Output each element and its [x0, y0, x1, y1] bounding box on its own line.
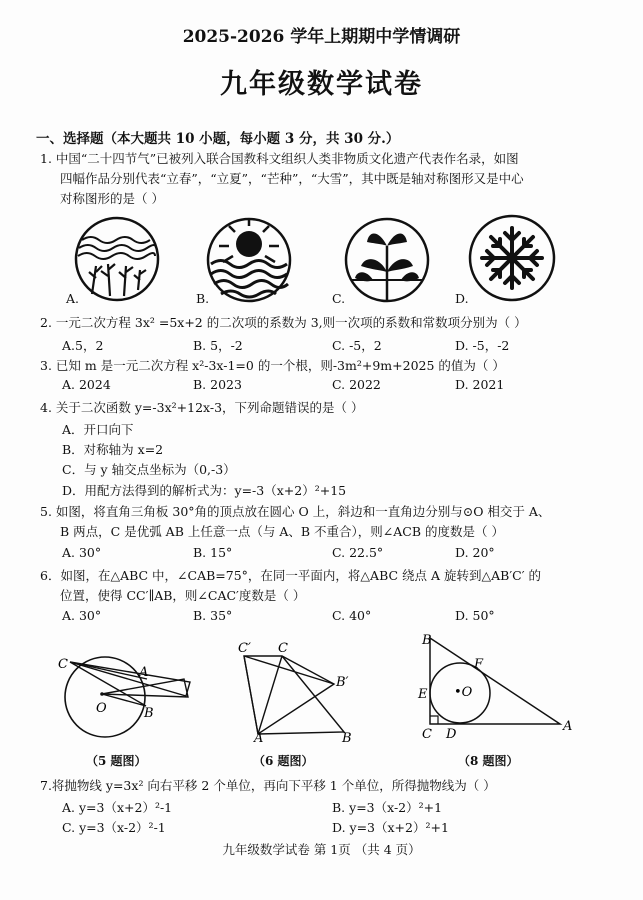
- q5-option-b[interactable]: B. 15°: [193, 545, 233, 560]
- spring-icon: [74, 216, 160, 302]
- fig8-caption: （8 题图）: [458, 754, 519, 768]
- q2-option-b[interactable]: B. 5，-2: [193, 338, 243, 353]
- exam-subtitle: 2025-2026 学年上期期中学情调研: [182, 27, 461, 47]
- q7-option-b[interactable]: B. y=3（x-2）²+1: [332, 800, 443, 815]
- fig5-caption: （5 题图）: [86, 754, 147, 768]
- fig6-label-b: B: [342, 731, 352, 742]
- fig5-label-b: B: [144, 706, 154, 721]
- fig6-label-b-prime: B′: [336, 675, 349, 690]
- figure-5: [50, 642, 200, 742]
- fig8-label-c: C: [422, 727, 432, 742]
- q5-option-d[interactable]: D. 20°: [455, 545, 495, 560]
- q3-option-b[interactable]: B. 2023: [193, 377, 242, 392]
- section-heading: 一、选择题（本大题共 10 小题，每小题 3 分，共 30 分.）: [36, 131, 400, 147]
- fig6-label-c: C: [278, 642, 288, 656]
- q7-option-d[interactable]: D. y=3（x+2）²+1: [332, 820, 449, 835]
- q6-option-d[interactable]: D. 50°: [455, 608, 495, 623]
- q4-stem: 4. 关于二次函数 y=-3x²+12x-3，下列命题错误的是（ ）: [40, 400, 364, 415]
- q7-stem: 7.将抛物线 y=3x² 向右平移 2 个单位，再向下平移 1 个单位，所得抛物线为（ ）: [40, 778, 496, 793]
- q4-option-a[interactable]: A．开口向下: [62, 422, 134, 437]
- q3-option-d[interactable]: D. 2021: [455, 377, 505, 392]
- q4-option-d[interactable]: D．用配方法得到的解析式为：y=-3（x+2）²+15: [62, 483, 347, 498]
- q1-line1: 1. 中国“二十四节气”已被列入联合国教科文组织人类非物质文化遗产代表作名录，如图: [40, 151, 519, 166]
- fig8-label-a: A: [563, 719, 573, 734]
- q2-stem: 2. 一元二次方程 3x² =5x+2 的二次项的系数为 3,则一次项的系数和常数项分别为（ ）: [40, 315, 527, 330]
- q7-option-c[interactable]: C. y=3（x-2）²-1: [62, 820, 166, 835]
- q2-option-a[interactable]: A.5，2: [62, 338, 104, 353]
- q1-option-d[interactable]: D.: [455, 291, 469, 306]
- page-footer: 九年级数学试卷 第 1页 （共 4 页）: [222, 842, 421, 857]
- summer-icon: [205, 216, 293, 304]
- fig8-label-b: B: [422, 633, 432, 648]
- q1-option-b[interactable]: B.: [196, 291, 210, 306]
- q6-option-b[interactable]: B. 35°: [193, 608, 233, 623]
- fig5-label-c: C: [58, 657, 68, 672]
- fig5-label-a: A: [139, 665, 149, 680]
- q6-option-c[interactable]: C. 40°: [332, 608, 372, 623]
- fig8-label-d: D: [446, 727, 457, 742]
- q1-line3: 对称图形的是（ ）: [60, 191, 164, 206]
- q1-option-a[interactable]: A.: [66, 291, 80, 306]
- q1-option-c[interactable]: C.: [332, 291, 346, 306]
- q5-option-c[interactable]: C. 22.5°: [332, 545, 384, 560]
- q4-option-b[interactable]: B．对称轴为 x=2: [62, 442, 164, 457]
- q2-option-c[interactable]: C. -5，2: [332, 338, 382, 353]
- fig6-caption: （6 题图）: [253, 754, 314, 768]
- snow-icon: [467, 213, 557, 303]
- fig5-label-o: O: [96, 701, 107, 716]
- figure-8: [410, 630, 580, 745]
- q5-line1: 5. 如图，将直角三角板 30°角的顶点放在圆心 O 上，斜边和一直角边分别与⊙O 相交于 A、: [40, 504, 551, 519]
- fig6-label-a: A: [254, 731, 264, 742]
- fig6-label-c-prime: C′: [238, 642, 251, 656]
- fig8-label-o: •O: [454, 685, 473, 700]
- q5-line2: B 两点，C 是优弧 AB 上任意一点（与 A、B 不重合），则∠ACB 的度数是（ ）: [60, 524, 504, 539]
- fig8-label-f: F: [474, 657, 484, 672]
- q6-line1: 6．如图，在△ABC 中，∠CAB=75°，在同一平面内，将△ABC 绕点 A 旋转到△AB′C′ 的: [40, 568, 542, 583]
- q3-stem: 3. 已知 m 是一元二次方程 x²-3x-1=0 的一个根，则-3m²+9m+2025 的值为（ ）: [40, 358, 505, 373]
- q4-option-c[interactable]: C．与 y 轴交点坐标为（0,-3）: [62, 462, 236, 477]
- figure-6: [230, 642, 370, 742]
- q3-option-c[interactable]: C. 2022: [332, 377, 381, 392]
- q1-line2: 四幅作品分别代表“立春”，“立夏”，“芒种”，“大雪”，其中既是轴对称图形又是中心: [60, 171, 524, 186]
- grain-icon: [343, 216, 431, 304]
- exam-title: 九年级数学试卷: [220, 69, 423, 100]
- fig8-label-e: E: [418, 687, 428, 702]
- q6-option-a[interactable]: A. 30°: [62, 608, 102, 623]
- q2-option-d[interactable]: D. -5，-2: [455, 338, 510, 353]
- q6-line2: 位置，使得 CC′∥AB，则∠CAC′度数是（ ）: [60, 588, 306, 603]
- q5-option-a[interactable]: A. 30°: [62, 545, 102, 560]
- q3-option-a[interactable]: A. 2024: [62, 377, 111, 392]
- q7-option-a[interactable]: A. y=3（x+2）²-1: [62, 800, 173, 815]
